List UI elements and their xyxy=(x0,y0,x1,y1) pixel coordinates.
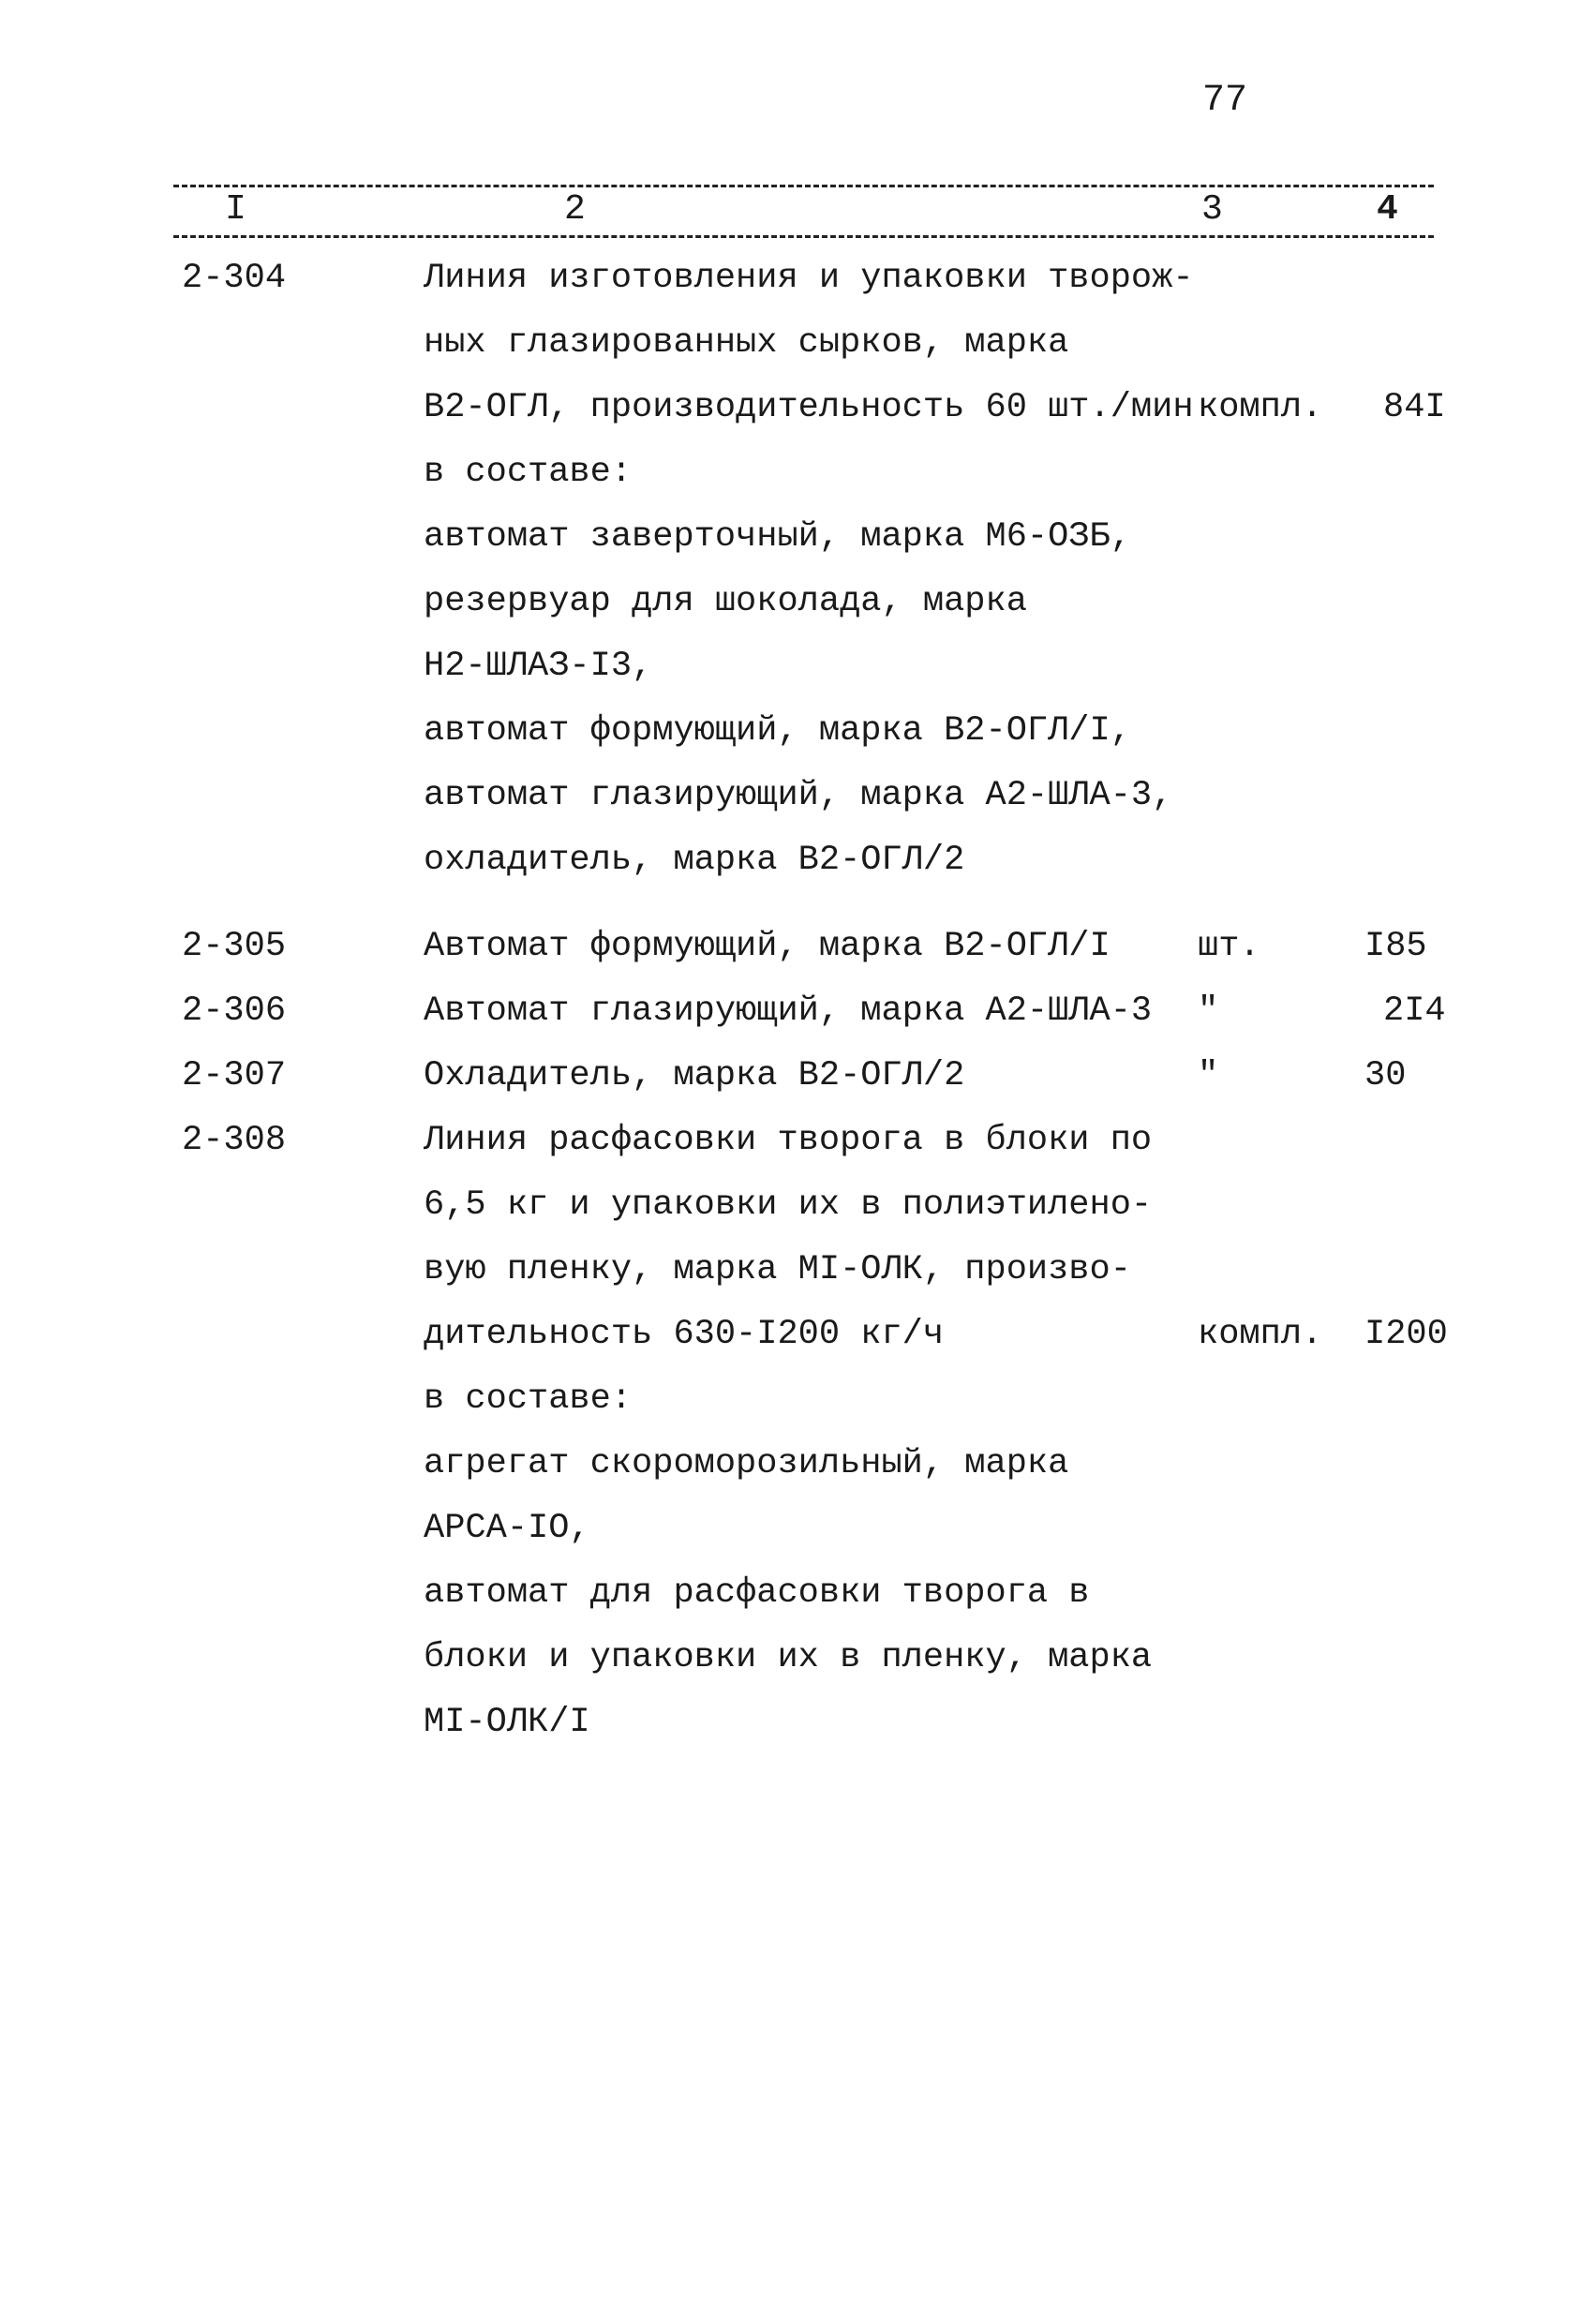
description-line: автомат для расфасовки творога в xyxy=(424,1573,1090,1613)
description-line: резервуар для шоколада, марка xyxy=(424,582,1027,621)
description-line: 6,5 кг и упаковки их в полиэтилено- xyxy=(424,1185,1153,1225)
description-line: В2-ОГЛ, производительность 60 шт./мин xyxy=(424,388,1194,427)
item-unit: " xyxy=(1198,1056,1219,1095)
description-line: автомат заверточный, марка М6-ОЗБ, xyxy=(424,517,1131,557)
description-line: дительность 630-I200 кг/ч xyxy=(424,1315,945,1354)
description-line: в составе: xyxy=(424,1379,633,1419)
description-line: автомат глазирующий, марка А2-ШЛА-3, xyxy=(424,776,1173,815)
header-col-4: 4 xyxy=(1373,189,1402,230)
item-description xyxy=(424,1044,964,1109)
item-unit: компл. xyxy=(1198,388,1323,427)
description-line: блоки и упаковки их в пленку, марка xyxy=(424,1638,1153,1677)
item-description xyxy=(424,246,1194,893)
description-line: агрегат скороморозильный, марка xyxy=(424,1444,1069,1483)
description-line: Автомат формующий, марка В2-ОГЛ/I xyxy=(424,927,1111,966)
description-line: Н2-ШЛАЗ-I3, xyxy=(424,647,653,686)
description-line: в составе: xyxy=(424,453,633,492)
item-code: 2-308 xyxy=(182,1121,287,1160)
header-col-1: I xyxy=(221,189,250,230)
description-line: Автомат глазирующий, марка А2-ШЛА-3 xyxy=(424,991,1153,1031)
description-line: Линия расфасовки творога в блоки по xyxy=(424,1121,1153,1160)
item-code: 2-306 xyxy=(182,991,287,1031)
item-unit: шт. xyxy=(1198,927,1260,966)
item-quantity: I200 xyxy=(1364,1315,1448,1354)
description-line: АРСА-IО, xyxy=(424,1509,590,1548)
item-quantity: I85 xyxy=(1364,927,1427,966)
item-code: 2-304 xyxy=(182,259,287,298)
item-unit: компл. xyxy=(1198,1315,1323,1354)
item-code: 2-305 xyxy=(182,927,287,966)
item-quantity: 2I4 xyxy=(1383,991,1446,1031)
description-line: охладитель, марка В2-ОГЛ/2 xyxy=(424,841,965,880)
description-line: Линия изготовления и упаковки творож- xyxy=(424,259,1194,298)
description-line: Охладитель, марка В2-ОГЛ/2 xyxy=(424,1056,965,1095)
item-code: 2-307 xyxy=(182,1056,287,1095)
description-line: вую пленку, марка МI-ОЛК, произво- xyxy=(424,1250,1131,1289)
item-quantity: 84I xyxy=(1383,388,1446,427)
page-number: 77 xyxy=(1202,80,1248,122)
item-quantity: 30 xyxy=(1364,1056,1407,1095)
header-top-rule xyxy=(173,185,1434,187)
description-line: ных глазированных сырков, марка xyxy=(424,323,1069,363)
item-description xyxy=(424,915,1111,979)
header-bottom-rule xyxy=(173,235,1434,238)
description-line: МI-ОЛК/I xyxy=(424,1703,590,1742)
description-line: автомат формующий, марка В2-ОГЛ/I, xyxy=(424,711,1131,751)
item-unit: " xyxy=(1198,991,1219,1031)
header-col-3: 3 xyxy=(1198,189,1227,230)
item-description xyxy=(424,979,1152,1044)
item-description xyxy=(424,1109,1152,1755)
header-col-2: 2 xyxy=(560,189,589,230)
